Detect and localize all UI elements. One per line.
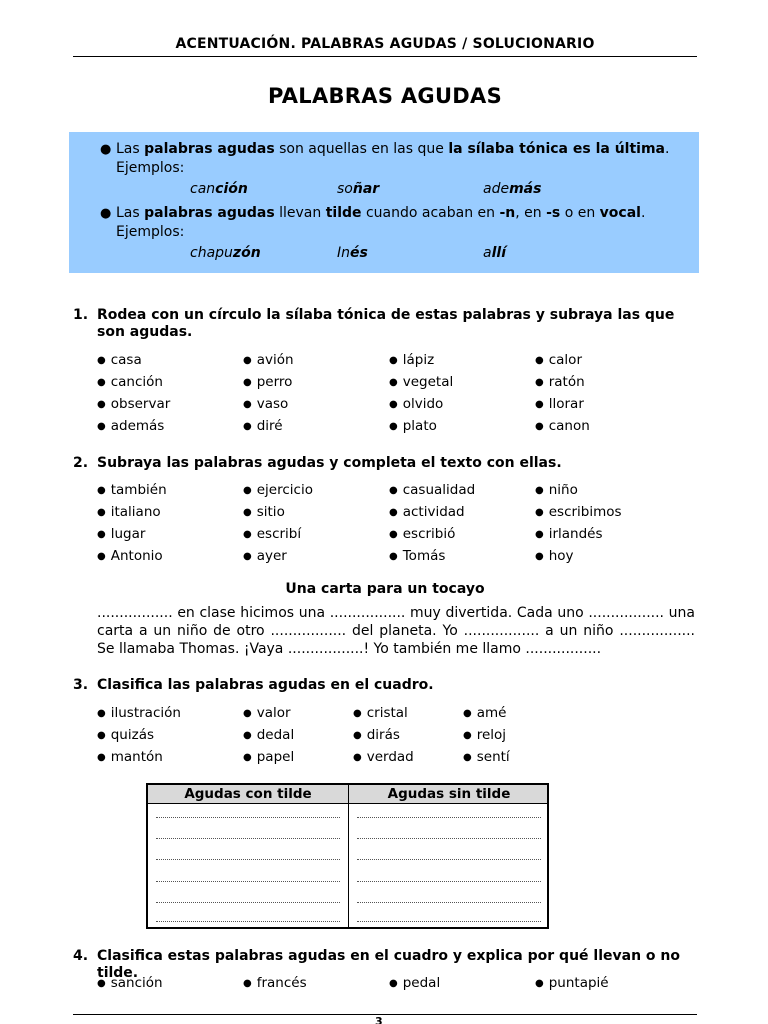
word-label: italiano <box>110 504 161 520</box>
bullet-icon: ● <box>97 421 106 432</box>
word-label: Antonio <box>110 548 163 564</box>
bullet-icon: ● <box>389 421 398 432</box>
answer-line[interactable] <box>357 921 541 922</box>
bullet-icon: ● <box>243 708 252 719</box>
page-number: 3 <box>375 1015 383 1024</box>
bullet-icon: ● <box>243 978 252 989</box>
word-item <box>97 548 163 564</box>
word-label: lugar <box>110 526 146 542</box>
word-item <box>463 705 506 721</box>
word-item <box>463 749 510 765</box>
word-label: plato <box>402 418 437 434</box>
bullet-icon: ● <box>389 978 398 989</box>
bullet-icon: ● <box>243 752 252 763</box>
word-label: puntapié <box>548 975 609 991</box>
bullet-icon: ● <box>243 730 252 741</box>
word-label: actividad <box>402 504 465 520</box>
bullet-icon: ● <box>97 355 106 366</box>
word-label: escribió <box>402 526 456 542</box>
word-item <box>97 374 163 390</box>
word-item <box>389 418 437 434</box>
word-label: irlandés <box>548 526 603 542</box>
word-label: niño <box>548 482 578 498</box>
bullet-icon: ● <box>100 142 112 157</box>
word-item <box>353 705 408 721</box>
word-item <box>389 504 465 520</box>
word-item <box>243 975 307 991</box>
table-header-without-accent: Agudas sin tilde <box>387 786 511 802</box>
table-header-with-accent: Agudas con tilde <box>184 786 312 802</box>
word-item <box>97 504 161 520</box>
example-word: chapuzón <box>190 245 261 261</box>
word-item <box>243 727 294 743</box>
classification-table <box>146 783 549 929</box>
word-item <box>243 504 285 520</box>
word-label: dedal <box>256 727 295 743</box>
word-label: observar <box>110 396 171 412</box>
word-label: Tomás <box>402 548 446 564</box>
bullet-icon: ● <box>97 708 106 719</box>
header-divider <box>73 56 697 57</box>
word-label: ayer <box>256 548 287 564</box>
word-label: pedal <box>402 975 441 991</box>
examples-label: Ejemplos: <box>116 160 185 176</box>
word-label: canon <box>548 418 590 434</box>
answer-line[interactable] <box>156 881 340 882</box>
answer-line[interactable] <box>156 817 340 818</box>
word-label: verdad <box>366 749 414 765</box>
definition-rule-1: ● Las palabras agudas son aquellas en las que la sílaba tónica es la última. <box>100 141 670 157</box>
word-label: sitio <box>256 504 285 520</box>
word-item <box>243 749 294 765</box>
word-label: vegetal <box>402 374 454 390</box>
word-item <box>243 352 294 368</box>
page-title: PALABRAS AGUDAS <box>267 84 503 108</box>
example-word: canción <box>190 181 248 197</box>
word-label: escribí <box>256 526 302 542</box>
word-item <box>243 705 291 721</box>
answer-line[interactable] <box>357 902 541 903</box>
answer-line[interactable] <box>357 881 541 882</box>
word-item <box>535 374 585 390</box>
word-item <box>243 396 288 412</box>
word-label: hoy <box>548 548 574 564</box>
answer-line[interactable] <box>357 859 541 860</box>
word-label: sanción <box>110 975 163 991</box>
word-item <box>243 482 313 498</box>
answer-line[interactable] <box>156 902 340 903</box>
bullet-icon: ● <box>463 730 472 741</box>
bullet-icon: ● <box>535 421 544 432</box>
word-label: amé <box>476 705 507 721</box>
footer-divider <box>73 1014 697 1015</box>
word-item <box>353 727 400 743</box>
word-label: ilustración <box>110 705 181 721</box>
bullet-icon: ● <box>353 752 362 763</box>
bullet-icon: ● <box>535 551 544 562</box>
answer-line[interactable] <box>156 921 340 922</box>
word-label: escribimos <box>548 504 622 520</box>
story-title: Una carta para un tocayo <box>285 581 485 597</box>
word-item <box>243 418 283 434</box>
bullet-icon: ● <box>535 529 544 540</box>
bullet-icon: ● <box>97 399 106 410</box>
bullet-icon: ● <box>100 206 112 221</box>
word-label: quizás <box>110 727 155 743</box>
bullet-icon: ● <box>97 730 106 741</box>
bullet-icon: ● <box>463 708 472 719</box>
bullet-icon: ● <box>243 377 252 388</box>
definition-rule-2: ● Las palabras agudas llevan tilde cuando acaban en -n, en -s o en vocal. <box>100 205 646 221</box>
examples-label: Ejemplos: <box>116 224 185 240</box>
word-item <box>535 526 603 542</box>
word-item <box>535 548 574 564</box>
word-item <box>243 374 292 390</box>
word-item <box>535 975 609 991</box>
word-label: canción <box>110 374 163 390</box>
word-item <box>97 705 181 721</box>
bullet-icon: ● <box>97 978 106 989</box>
bullet-icon: ● <box>535 355 544 366</box>
word-label: mantón <box>110 749 163 765</box>
word-label: perro <box>256 374 293 390</box>
question-4: 4. Clasifica estas palabras agudas en el cuadro y explica por qué llevan o no tilde. <box>73 948 680 981</box>
bullet-icon: ● <box>97 529 106 540</box>
word-label: lápiz <box>402 352 435 368</box>
word-item <box>535 504 622 520</box>
answer-line[interactable] <box>357 817 541 818</box>
word-item <box>389 374 453 390</box>
word-label: avión <box>256 352 294 368</box>
word-item <box>97 526 145 542</box>
word-label: sentí <box>476 749 510 765</box>
bullet-icon: ● <box>389 551 398 562</box>
word-label: valor <box>256 705 291 721</box>
word-label: reloj <box>476 727 507 743</box>
bullet-icon: ● <box>243 355 252 366</box>
word-label: además <box>110 418 165 434</box>
word-label: diré <box>256 418 283 434</box>
example-word: además <box>483 181 542 197</box>
word-item <box>389 975 440 991</box>
bullet-icon: ● <box>353 708 362 719</box>
word-item <box>97 727 154 743</box>
bullet-icon: ● <box>389 355 398 366</box>
question-1: 1. Rodea con un círculo la sílaba tónica de estas palabras y subraya las que son agudas. <box>73 307 675 340</box>
bullet-icon: ● <box>535 978 544 989</box>
bullet-icon: ● <box>97 507 106 518</box>
word-item <box>97 352 142 368</box>
bullet-icon: ● <box>463 752 472 763</box>
page-header: ACENTUACIÓN. PALABRAS AGUDAS / SOLUCIONARIO <box>175 36 595 52</box>
story-text: ................. en clase hicimos una ................. muy divertida. Cada uno ................. una carta a un niño de otro ................. del planeta. Yo ................. a un niño ................. Se llamaba Thomas. ¡Vaya .................! Yo también me llamo ................. <box>97 605 695 657</box>
word-label: francés <box>256 975 307 991</box>
bullet-icon: ● <box>97 752 106 763</box>
word-item <box>389 548 445 564</box>
example-word: soñar <box>337 181 380 197</box>
word-item <box>389 396 443 412</box>
bullet-icon: ● <box>353 730 362 741</box>
word-item <box>535 396 584 412</box>
word-item <box>389 526 455 542</box>
word-label: ejercicio <box>256 482 313 498</box>
bullet-icon: ● <box>97 551 106 562</box>
example-word: allí <box>483 245 506 261</box>
word-item <box>463 727 506 743</box>
word-label: papel <box>256 749 295 765</box>
bullet-icon: ● <box>243 485 252 496</box>
word-label: calor <box>548 352 582 368</box>
word-label: casa <box>110 352 142 368</box>
answer-line[interactable] <box>357 838 541 839</box>
bullet-icon: ● <box>243 399 252 410</box>
question-2: 2. Subraya las palabras agudas y completa el texto con ellas. <box>73 455 562 471</box>
word-label: ratón <box>548 374 585 390</box>
bullet-icon: ● <box>243 421 252 432</box>
answer-line[interactable] <box>156 859 340 860</box>
word-item <box>97 749 163 765</box>
bullet-icon: ● <box>389 399 398 410</box>
word-label: cristal <box>366 705 408 721</box>
bullet-icon: ● <box>97 377 106 388</box>
word-label: también <box>110 482 167 498</box>
word-item <box>97 396 170 412</box>
word-item <box>243 548 287 564</box>
bullet-icon: ● <box>243 507 252 518</box>
bullet-icon: ● <box>97 485 106 496</box>
bullet-icon: ● <box>535 377 544 388</box>
word-item <box>97 482 167 498</box>
word-label: llorar <box>548 396 584 412</box>
word-label: olvido <box>402 396 444 412</box>
example-word: Inés <box>337 245 368 261</box>
word-label: vaso <box>256 396 289 412</box>
bullet-icon: ● <box>535 507 544 518</box>
bullet-icon: ● <box>535 399 544 410</box>
bullet-icon: ● <box>243 529 252 540</box>
bullet-icon: ● <box>389 529 398 540</box>
bullet-icon: ● <box>243 551 252 562</box>
word-label: dirás <box>366 727 400 743</box>
word-item <box>353 749 414 765</box>
word-item <box>535 352 582 368</box>
answer-line[interactable] <box>156 838 340 839</box>
word-item <box>389 482 475 498</box>
word-item <box>97 975 163 991</box>
word-item <box>389 352 434 368</box>
word-item <box>535 482 578 498</box>
question-3: 3. Clasifica las palabras agudas en el cuadro. <box>73 677 434 693</box>
word-item <box>535 418 590 434</box>
word-item <box>243 526 301 542</box>
word-item <box>97 418 164 434</box>
bullet-icon: ● <box>389 377 398 388</box>
bullet-icon: ● <box>535 485 544 496</box>
bullet-icon: ● <box>389 485 398 496</box>
word-label: casualidad <box>402 482 476 498</box>
bullet-icon: ● <box>389 507 398 518</box>
table-column-divider <box>348 785 349 927</box>
